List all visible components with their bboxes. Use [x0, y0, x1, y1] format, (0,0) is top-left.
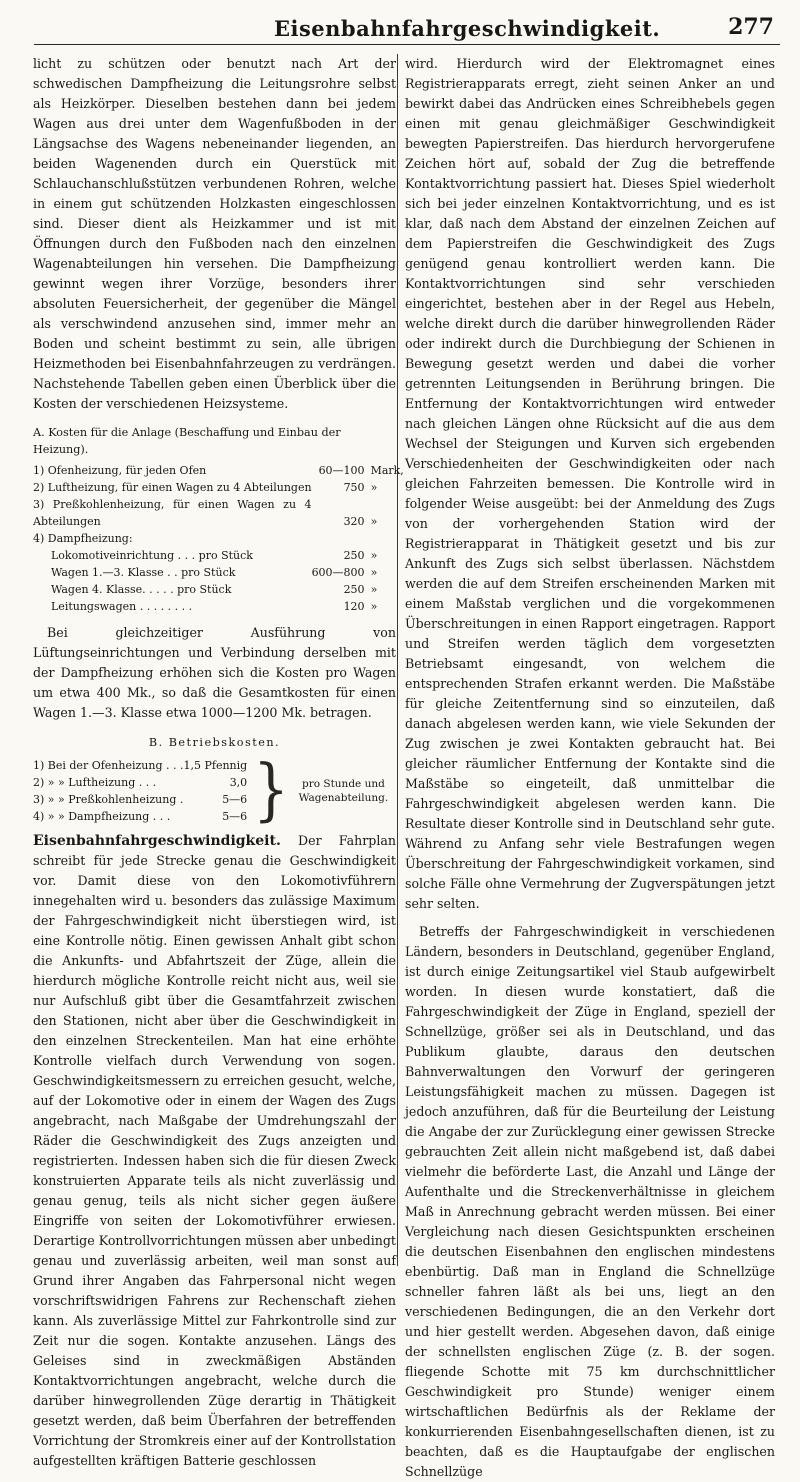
right-paragraph-1: wird. Hierdurch wird der Elektromagnet eines Registrierapparats erregt, zieht seinen Anker an und bewirkt dabei das Andrücken eines Schreibhebels gegen einen mit genau gleichmäßiger Geschwindigkeit bewegten Papierstreifen. Das hierdurch hervorgerufene Zeichen hört auf, sobald der Zug die betreffende Kontaktvorrichtung passiert hat. Dieses Spiel wiederholt sich bei jeder einzelnen Kontaktvorrichtung, und es ist klar, daß nach dem Abstand der einzelnen Zeichen auf dem Papierstreifen die Geschwindigkeit des Zugs genügend genau kontrolliert werden kann. Die Kontaktvorrichtungen sind sehr verschieden eingerichtet, bestehen aber in der Regel aus Hebeln, welche direkt durch die darüber hinwegrollenden Räder oder indirekt durch die Durchbiegung der Schienen in Bewegung gesetzt werden und dabei die vorher getrennten Leitungsenden in Berührung bringen. Die Entfernung der Kontaktvorrichtungen wird entweder nach gleichen Längen ohne Rücksicht auf die aus dem Wechsel der Steigungen und Kurven sich ergebenden Verschiedenheiten der Geschwindigkeiten oder nach gleichen Fahrzeiten bemessen. Die Kontrolle wird in folgender Weise ausgeübt: bei der Anmeldung des Zugs von der vorhergehenden Station wird der Registrierapparat in Thätigkeit gesetzt und bis zur Ankunft des Zugs sich selbst überlassen. Nächstdem werden die auf dem Streifen erscheinenden Marken mit einem Maßstab verglichen und die vorgekommenen Überschreitungen in einen Rapport eingetragen. Rapport und Streifen werden täglich dem vorgesetzten Betriebsamt eingesandt, von welchem die entsprechenden Strafen erkannt werden. Die Maßstäbe für gleiche Zeitentfernung sind so einzuteilen, daß danach abgelesen werden kann, wie viele Sekunden der Zug zwischen je zwei Kontakten gebraucht hat. Bei gleicher räumlicher Entfernung der Kontakte sind die Maßstäbe so eingeteilt, daß unmittelbar die Fahrgeschwindigkeit abgelesen werden kann. Die Resultate dieser Kontrolle sind in Deutschland sehr gute. Während zu Anfang sehr viele Bestrafungen wegen Überschreitung der Fahrgeschwindigkeit vorkamen, sind solche Fälle ohne Vermehrung der Zugverspätungen jetzt sehr selten. — [405, 56, 775, 911]
table-row: 1) Bei der Ofenheizung . . . 1,5 Pfennig — [33, 759, 248, 772]
section-text: Der Fahrplan schreibt für jede Strecke genau die Geschwindigkeit vor. Damit diese von den Lokomotivführern innegehalten wird u. besonders das zulässige Maximum der Fahrgeschwindigkeit nicht überstiegen wird, ist eine Kontrolle nötig. Einen gewissen Anhalt gibt schon die Ankunfts- und Abfahrtszeit der Züge, allein die hierdurch mögliche Kontrolle reicht nicht aus, weil sie nur Aufschluß gibt über die Gesamtfahrzeit zwischen den Stationen, nicht aber über die Geschwindigkeit in den einzelnen Streckenteilen. Man hat eine erhöhte Kontrolle vielfach durch Verwendung von sogen. Geschwindigkeitsmessern zu erreichen gesucht, welche, auf der Lokomotive oder in einem der Wagen des Zugs angebracht, nach Maßgabe der Umdrehungszahl der Räder die Geschwindigkeit des Zugs anzeigten und registrierten. Indessen haben sich die für diesen Zweck konstruierten Apparate teils als nicht zuverlässig und genau genug, teils als nicht sicher gegen äußere Eingriffe von seiten der Lokomotivführer erwiesen. Derartige Kontrollvorrichtungen müssen aber unbedingt genau und zuverlässig arbeiten, weil man sonst auf Grund ihrer Angaben das Fahrpersonal nicht wegen vorschriftswidrigen Fahrens zur Rechenschaft ziehen kann. Als zuverlässige Mittel zur Fahrkontrolle sind zur Zeit nur die sogen. Kontakte anzusehen. Längs des Geleises sind in zweckmäßigen Abständen Kontaktvorrichtungen angebracht, welche durch die darüber hinwegrollenden Züge derartig in Thätigkeit gesetzt werden, daß beim Überfahren der betreffenden Vorrichtung der Stromkreis einer auf der Kontrollstation aufgestellten kräftigen Batterie geschlossen — [33, 833, 396, 1468]
section-title: Eisenbahnfahrgeschwindigkeit. — [33, 833, 281, 849]
table-row: 1) Ofenheizung, für jeden Ofen 60—100 Mark, — [33, 464, 404, 477]
left-column — [33, 54, 404, 1471]
installation-costs-table — [33, 462, 404, 615]
brace-glyph: } — [253, 751, 289, 830]
table-row: Wagen 1.—3. Klasse . . pro Stück 600—800 » — [51, 566, 378, 579]
table-row: 2) » » Luftheizung . . . 3,0 — [33, 776, 248, 789]
intro-paragraph: licht zu schützen oder benutzt nach Art der schwedischen Dampfheizung die Leitungsrohre selbst als Heizkörper. Dieselben bestehen dann bei jedem Wagen aus drei unter dem Wagenfußboden in der Längsachse des Wagens nebeneinander liegenden, an beiden Wagenenden durch ein Querstück mit Schlauchanschlußstützen verbundenen Rohren, welche in einem gut schützenden Holzkasten eingeschlossen sind. Dieser dient als Heizkammer und ist mit Öffnungen durch den Fußboden nach den einzelnen Wagenabteilungen hin versehen. Die Dampfheizung gewinnt wegen ihrer Vorzüge, besonders ihrer absoluten Feuersicherheit, der gegenüber die Mängel als verschwindend anzusehen sind, immer mehr an Boden und scheint bestimmt zu sein, alle übrigen Heizmethoden bei Eisenbahnfahrzeugen zu verdrängen. Nachstehende Tabellen geben einen Überblick über die Kosten der verschiedenen Heizsysteme. — [33, 56, 396, 411]
page-header — [34, 8, 780, 45]
page-number: 277 — [728, 14, 774, 40]
table-row: 2) Luftheizung, für einen Wagen zu 4 Abteilungen 750 » — [33, 481, 378, 494]
table-row: 4) » » Dampfheizung . . . 5—6 — [33, 810, 248, 823]
section-paragraph — [33, 831, 396, 1471]
table-row: 4) Dampfheizung: — [33, 532, 133, 545]
right-paragraph-2: Betreffs der Fahrgeschwindigkeit in verschiedenen Ländern, besonders in Deutschland, gegenüber England, ist durch einige Zeitungsartikel viel Staub aufgewirbelt worden. In diesen wurde konstatiert, daß die Fahrgeschwindigkeit der Züge in England, speziell der Schnellzüge, größer sei als in Deutschland, und das Publikum glaubte, daraus den deutschen Bahnverwaltungen den Vorwurf der geringeren Leistungsfähigkeit machen zu müssen. Dagegen ist jedoch anzuführen, daß für die Beurteilung der Leistung die Angabe der zur Zurücklegung einer gewissen Strecke gebrauchten Zeit allein nicht maßgebend ist, daß dabei vielmehr die beförderte Last, die Anzahl und Länge der Aufenthalte und die Streckenverhältnisse in gleichem Maß in Anrechnung gebracht werden müssen. Bei einer Vergleichung nach diesen Gesichtspunkten erscheinen die deutschen Eisenbahnen den englischen mindestens ebenbürtig. Daß man in England die Schnellzüge schneller fahren läßt als bei uns, liegt an den verschiedenen Bedingungen, die an den Verkehr dort und hier gestellt werden. Abgesehen davon, daß einige der schnellsten englischen Züge (z. B. der sogen. fliegende Schotte mit 75 km durchschnittlicher Geschwindigkeit pro Stunde) weniger einem wirtschaftlichen Bedürfnis als der Reklame der konkurrierenden Eisenbahngesellschaften dienen, ist zu beachten, daß es die Hauptaufgabe der englischen Schnellzüge — [405, 924, 775, 1479]
column-divider — [397, 54, 398, 1266]
table-row: 3) » » Preßkohlenheizung . 5—6 — [33, 793, 248, 806]
operating-costs-heading: B. Betriebskosten. — [148, 736, 281, 749]
operating-costs-block — [33, 751, 396, 830]
table-row: Leitungswagen . . . . . . . . 120 » — [51, 600, 378, 613]
operating-costs-table — [33, 757, 251, 825]
after-costs-paragraph: Bei gleichzeitiger Ausführung von Lüftungseinrichtungen und Verbindung derselben mit der Dampfheizung erhöhen sich die Kosten pro Wagen um etwa 400 Mk., so daß die Gesamtkosten für einen Wagen 1.—3. Klasse etwa 1000—1200 Mk. betragen. — [33, 625, 396, 720]
table-row: Lokomotiveinrichtung . . . pro Stück 250 » — [51, 549, 378, 562]
running-title: Eisenbahnfahrgeschwindigkeit. — [274, 16, 661, 41]
table-row: 3) Preßkohlenheizung, für einen Wagen zu 4 Abteilungen 320 » — [33, 498, 378, 528]
table-row: Wagen 4. Klasse. . . . . pro Stück 250 » — [51, 583, 378, 596]
right-column — [405, 54, 775, 1482]
costs-heading: A. Kosten für die Anlage (Beschaffung und Einbau der Heizung). — [33, 426, 341, 456]
operating-costs-note: pro Stunde und Wagenabteilung. — [298, 778, 389, 804]
